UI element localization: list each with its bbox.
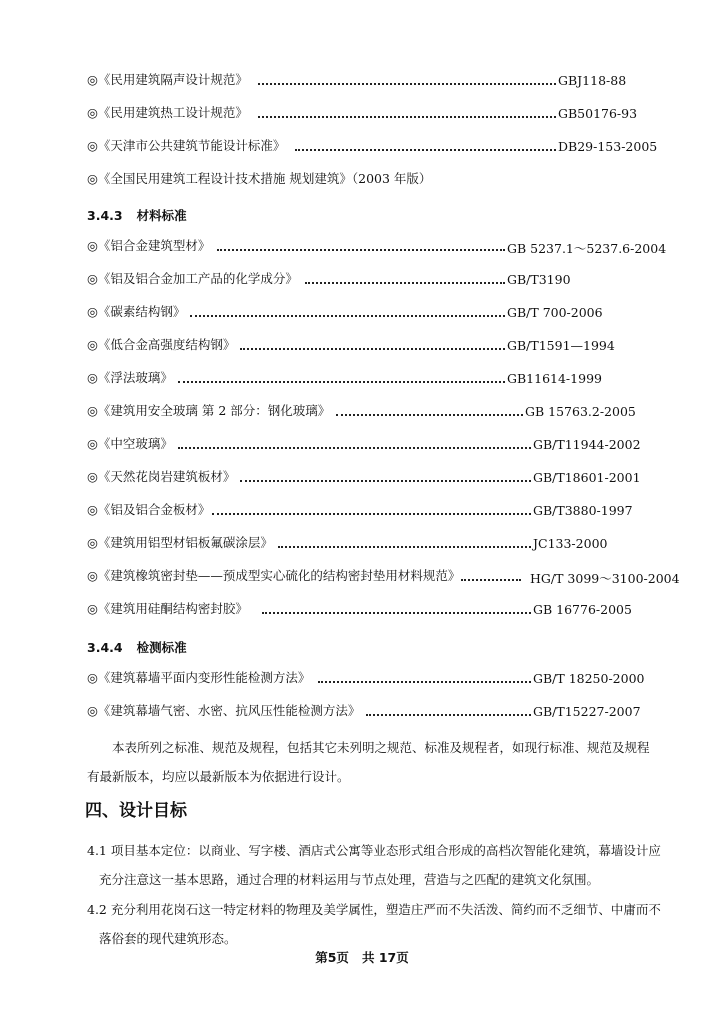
leader-dots [212,513,531,515]
standard-item [87,567,460,585]
page-footer [0,948,724,966]
leader-dots [240,480,531,482]
standard-code: GBJ118-88 [558,73,627,88]
standard-item [87,137,285,155]
leader-dots [366,714,531,716]
leader-dots [217,249,505,251]
standard-title: ◎《建筑用安全玻璃 第 2 部分：钢化玻璃》 [87,403,331,418]
leader-dots [305,282,505,284]
leader-dots [258,116,556,118]
leader-dots [336,414,523,416]
section-title: 检测标准 [136,640,187,655]
standard-item [87,303,185,321]
standard-title: ◎《建筑橡筑密封垫——预成型实心硫化的结构密封垫用材料规范》 [87,568,461,583]
standard-item [87,468,235,486]
standard-title: ◎《浮法玻璃》 [87,370,173,385]
standard-title: ◎《全国民用建筑工程设计技术措施 规划建筑》（2003 年版） [87,171,432,186]
note-paragraph: 本表所列之标准、规范及规程，包括其它未列明之规范、标准及规程者，如现行标准、规范及规程有最新版本，均应以最新版本为依据进行设计。 [87,740,650,784]
section-number: 3.4.3 [87,208,123,223]
standard-code: GB 15763.2-2005 [525,404,636,419]
standard-title: ◎《建筑用铝型材铝板氟碳涂层》 [87,535,273,550]
leader-dots [318,681,531,683]
standard-title: ◎《铝及铝合金加工产品的化学成分》 [87,271,298,286]
standard-code: GB/T 18250-2000 [533,671,645,686]
standard-code: GB/T15227-2007 [533,704,641,719]
goal-paragraph: 4.2 充分利用花岗石这一特定材料的物理及美学属性，塑造庄严而不失活泼、简约而不乏细节、中庸而不落俗套的现代建筑形态。 [87,902,661,946]
standard-item [87,71,248,89]
section-title: 材料标准 [136,208,187,223]
leader-dots [190,315,505,317]
standard-title: ◎《建筑幕墙平面内变形性能检测方法》 [87,670,311,685]
standard-title: ◎《天然花岗岩建筑板材》 [87,469,236,484]
page-number: 第5页 [315,950,349,965]
standard-title: ◎《民用建筑隔声设计规范》 [87,72,248,87]
standard-item [87,702,360,720]
standard-item [87,501,210,519]
standard-item [87,336,235,354]
leader-dots [278,546,531,548]
standard-code: GB 5237.1～5237.6-2004 [507,241,667,256]
standard-title: ◎《铝合金建筑型材》 [87,238,211,253]
standard-item [87,534,273,552]
standard-item [87,402,330,420]
standard-code: DB29-153-2005 [558,139,658,154]
standard-item [87,669,310,687]
standard-code: GB/T3190 [507,272,571,287]
standard-title: ◎《民用建筑热工设计规范》 [87,105,248,120]
standard-item [87,369,173,387]
standard-code: GB50176-93 [558,106,638,121]
standard-code: GB/T18601-2001 [533,470,641,485]
standard-title: ◎《碳素结构钢》 [87,304,186,319]
standard-code: GB/T11944-2002 [533,437,641,452]
standard-code: GB/T3880-1997 [533,503,633,518]
leader-dots [258,83,556,85]
section-number: 3.4.4 [87,640,123,655]
section-4-title: 四、设计目标 [85,801,187,821]
standard-item [87,600,248,618]
standard-item [87,170,431,188]
standard-code: GB 16776-2005 [533,602,632,617]
leader-dots [295,149,556,151]
standard-code: GB/T 700-2006 [507,305,603,320]
standard-code: HG/T 3099～3100-2004 [530,571,680,586]
leader-dots [178,447,531,449]
standard-title: ◎《建筑幕墙气密、水密、抗风压性能检测方法》 [87,703,361,718]
standard-item [87,435,173,453]
leader-dots [178,381,505,383]
goal-paragraph: 4.1 项目基本定位：以商业、写字楼、酒店式公寓等业态形式组合形成的高档次智能化建筑，幕墙设计应充分注意这一基本思路，通过合理的材料运用与节点处理，营造与之匹配的建筑文化氛围。 [87,843,661,887]
standard-item [87,270,298,288]
section-heading-344 [87,638,187,656]
standard-code: GB/T1591—1994 [507,338,615,353]
section-heading-343 [87,206,187,224]
page-total: 共 17页 [362,950,409,965]
standard-code: GB11614-1999 [507,371,602,386]
standard-title: ◎《低合金高强度结构钢》 [87,337,236,352]
standard-title: ◎《中空玻璃》 [87,436,173,451]
standard-title: ◎《铝及铝合金板材》 [87,502,211,517]
leader-dots [240,348,505,350]
standard-code: JC133-2000 [533,536,608,551]
leader-dots [461,579,521,581]
standard-title: ◎《建筑用硅酮结构密封胶》 [87,601,248,616]
leader-dots [262,612,531,614]
standard-item [87,104,248,122]
standard-item [87,237,210,255]
standard-title: ◎《天津市公共建筑节能设计标准》 [87,138,286,153]
